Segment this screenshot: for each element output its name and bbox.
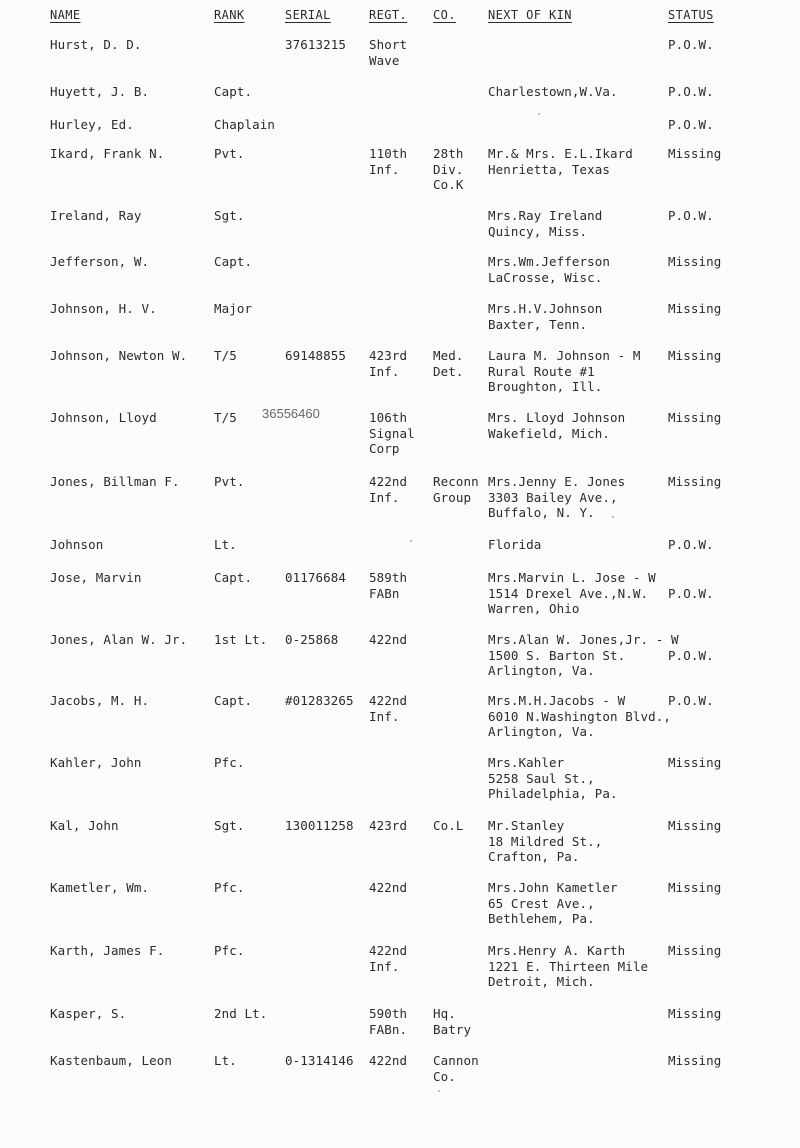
row-status: Missing (668, 254, 722, 269)
row-status: P.O.W. (668, 585, 714, 601)
row-status: P.O.W. (668, 117, 714, 132)
row-regt: 423rd Inf. (369, 348, 408, 379)
row-name: Kastenbaum, Leon (50, 1053, 173, 1068)
row-serial: 130011258 (285, 818, 354, 833)
row-next-of-kin: Mrs.Henry A. Karth 1221 E. Thirteen Mile Detroit, Mich. (488, 943, 649, 989)
row-status: Missing (668, 301, 722, 316)
row-next-of-kin: Mrs. Lloyd Johnson Wakefield, Mich. (488, 410, 626, 441)
row-next-of-kin: Mr.& Mrs. E.L.Ikard Henrietta, Texas (488, 146, 633, 177)
row-company: Co.L (433, 818, 464, 833)
row-status: P.O.W. (668, 37, 714, 52)
row-rank: Capt. (214, 254, 253, 269)
row-rank: Lt. (214, 1053, 237, 1068)
row-rank: 1st Lt. (214, 632, 268, 647)
row-rank: Capt. (214, 693, 253, 708)
row-company: 28th Div. Co.K (433, 146, 464, 192)
row-status: Missing (668, 880, 722, 895)
row-name: Jones, Billman F. (50, 474, 180, 489)
row-next-of-kin: Mrs.H.V.Johnson Baxter, Tenn. (488, 301, 603, 332)
row-company: Reconn Group (433, 474, 479, 505)
row-regt: 106th Signal Corp (369, 410, 415, 456)
row-regt: 422nd (369, 880, 408, 895)
row-company: Med. Det. (433, 348, 464, 379)
row-next-of-kin: Mrs.Wm.Jefferson LaCrosse, Wisc. (488, 254, 611, 285)
row-next-of-kin: Charlestown,W.Va. (488, 84, 618, 99)
row-name: Huyett, J. B. (50, 84, 150, 99)
row-status: Missing (668, 1053, 722, 1068)
row-regt: 422nd (369, 632, 408, 647)
row-name: Johnson, Lloyd (50, 410, 157, 425)
row-status: Missing (668, 818, 722, 833)
row-name: Hurley, Ed. (50, 117, 134, 132)
row-status: Missing (668, 1006, 722, 1021)
row-rank: Capt. (214, 570, 253, 585)
row-company: Cannon Co. (433, 1053, 479, 1084)
row-status: Missing (668, 943, 722, 958)
row-regt: 110th Inf. (369, 146, 408, 177)
row-status: Missing (668, 410, 722, 425)
header-status: STATUS (668, 8, 714, 22)
row-regt: 423rd (369, 818, 408, 833)
row-next-of-kin: Mrs.Kahler 5258 Saul St., Philadelphia, Pa. (488, 755, 618, 801)
row-name: Johnson, Newton W. (50, 348, 188, 363)
row-name: Jacobs, M. H. (50, 693, 150, 708)
row-rank: Lt. (214, 537, 237, 552)
row-name: Johnson (50, 537, 104, 552)
row-next-of-kin: Mrs.Marvin L. Jose - W 1514 Drexel Ave.,N.W. Warren, Ohio (488, 570, 656, 616)
row-serial: 0-25868 (285, 632, 339, 647)
row-next-of-kin: Mrs.Jenny E. Jones 3303 Bailey Ave., Buffalo, N. Y. (488, 474, 626, 520)
row-serial: 69148855 (285, 348, 347, 363)
row-status: P.O.W. (668, 537, 714, 552)
row-name: Kasper, S. (50, 1006, 127, 1021)
row-serial: 0-1314146 (285, 1053, 354, 1068)
row-next-of-kin: Mrs.Ray Ireland Quincy, Miss. (488, 208, 603, 239)
header-name: NAME (50, 8, 81, 22)
row-name: Kametler, Wm. (50, 880, 150, 895)
row-status: Missing (668, 146, 722, 161)
row-regt: 589th FABn (369, 570, 408, 601)
row-rank: 2nd Lt. (214, 1006, 268, 1021)
row-rank: Pvt. (214, 146, 245, 161)
row-name: Kal, John (50, 818, 119, 833)
row-rank: Chaplain (214, 117, 276, 132)
row-name: Jones, Alan W. Jr. (50, 632, 188, 647)
row-regt: 590th FABn. (369, 1006, 408, 1037)
row-rank: Pfc. (214, 880, 245, 895)
row-rank: Pfc. (214, 943, 245, 958)
row-serial: 01176684 (285, 570, 347, 585)
row-next-of-kin: Florida (488, 537, 542, 552)
row-name: Ireland, Ray (50, 208, 142, 223)
row-status: Missing (668, 474, 722, 489)
row-regt: 422nd Inf. (369, 693, 408, 724)
row-name: Kahler, John (50, 755, 142, 770)
row-name: Ikard, Frank N. (50, 146, 165, 161)
row-next-of-kin: Laura M. Johnson - M Rural Route #1 Broughton, Ill. (488, 348, 641, 394)
row-next-of-kin: Mrs.M.H.Jacobs - W 6010 N.Washington Blvd., Arlington, Va. (488, 693, 672, 739)
header-next-of-kin: NEXT OF KIN (488, 8, 572, 22)
row-name: Hurst, D. D. (50, 37, 142, 52)
row-rank: T/5 (214, 410, 237, 425)
row-regt: Short Wave (369, 37, 408, 68)
row-status: P.O.W. (668, 647, 714, 663)
header-co: CO. (433, 8, 456, 22)
row-rank: T/5 (214, 348, 237, 363)
header-serial: SERIAL (285, 8, 331, 22)
row-rank: Major (214, 301, 253, 316)
row-serial: 37613215 (285, 37, 347, 52)
row-status: P.O.W. (668, 208, 714, 223)
row-status: P.O.W. (668, 693, 714, 708)
row-status: Missing (668, 348, 722, 363)
row-regt: 422nd (369, 1053, 408, 1068)
header-regt: REGT. (369, 8, 408, 22)
row-regt: 422nd Inf. (369, 943, 408, 974)
row-serial: #01283265 (285, 693, 354, 708)
row-rank: Capt. (214, 84, 253, 99)
row-status: Missing (668, 755, 722, 770)
header-rank: RANK (214, 8, 245, 22)
row-name: Johnson, H. V. (50, 301, 157, 316)
row-next-of-kin: Mrs.Alan W. Jones,Jr. - W 1500 S. Barton St. Arlington, Va. (488, 632, 679, 678)
row-rank: Pfc. (214, 755, 245, 770)
row-rank: Sgt. (214, 818, 245, 833)
row-name: Jefferson, W. (50, 254, 150, 269)
row-company: Hq. Batry (433, 1006, 472, 1037)
row-name: Jose, Marvin (50, 570, 142, 585)
row-status: P.O.W. (668, 84, 714, 99)
row-serial: 36556460 (262, 406, 320, 421)
row-next-of-kin: Mr.Stanley 18 Mildred St., Crafton, Pa. (488, 818, 603, 864)
row-rank: Sgt. (214, 208, 245, 223)
row-rank: Pvt. (214, 474, 245, 489)
row-regt: 422nd Inf. (369, 474, 408, 505)
row-next-of-kin: Mrs.John Kametler 65 Crest Ave., Bethlehem, Pa. (488, 880, 618, 926)
row-name: Karth, James F. (50, 943, 165, 958)
